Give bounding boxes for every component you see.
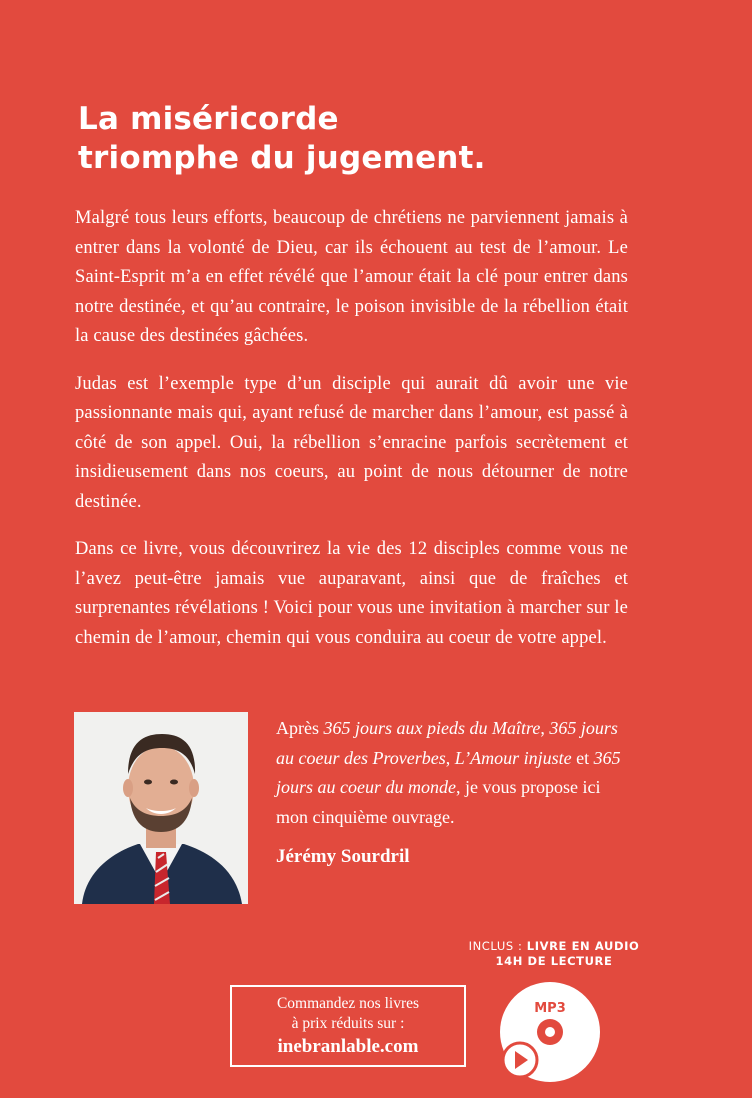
title-line-2: triomphe du jugement. [78,140,486,176]
bio-fragment: , [540,718,550,738]
book-title-1: 365 jours aux pieds du Maître [323,718,541,738]
book-title-3: L’Amour injuste [454,747,572,768]
order-line-1: Commandez nos livres [276,995,420,1012]
title-line-1: La miséricorde [78,101,339,137]
book-title-2: 365 jours au coeur des Proverbes [276,718,618,768]
blurb [75,204,628,671]
order-url[interactable]: inebranlable.com [277,1036,419,1057]
mp3-cd-icon [498,980,602,1084]
audio-prefix: INCLUS : [468,939,527,953]
bio-fragment: Après [276,718,324,738]
book-title-4: 365 jours au coeur du monde [276,747,621,797]
bio-fragment: , [445,747,455,768]
audio-line-1 [432,939,676,954]
order-line-2: à prix réduits sur : [291,1015,405,1032]
bio-fragment: , je vous propose ici mon cinquième ouvrage. [276,777,601,827]
author-name: Jérémy Sourdril [276,846,410,867]
order-box [230,985,466,1067]
blurb-paragraph-3: Dans ce livre, vous découvrirez la vie des 12 disciples comme vous ne l’avez peut-être jamais vue auparavant, ainsi que de fraîches et surprenantes révélations ! Voici pour vous une invitation à marcher sur le chemin de l’amour, chemin qui vous conduira au coeur de votre appel. [75,539,628,648]
cover-title [78,100,638,178]
audio-included-label [432,939,676,969]
cd-label: MP3 [534,1001,566,1016]
audio-title: LIVRE EN AUDIO [526,939,640,953]
bio-text [276,714,632,832]
cd-disc-icon [498,980,602,1084]
author-portrait-icon [74,712,248,904]
author-photo [74,712,248,904]
bio-fragment: et [571,747,594,768]
author-bio [276,714,632,872]
audio-line-2 [432,954,676,969]
blurb-paragraph-2: Judas est l’exemple type d’un disciple qui aurait dû avoir une vie passionnante mais qui, ayant refusé de marcher dans l’amour, est passé à côté de son appel. Oui, la rébellion s’enracine parfois secrètement et insidieusement dans nos coeurs, au point de nous détourner de notre destinée. [75,373,628,512]
blurb-paragraph-1: Malgré tous leurs efforts, beaucoup de chrétiens ne parviennent jamais à entrer dans la volonté de Dieu, car ils échouent au test de l’amour. Le Saint-Esprit m’a en effet révélé que l’amour était la clé pour entrer dans notre destinée, et qu’au contraire, le poison invisible de la rébellion était la cause des destinées gâchées. [75,208,628,346]
audio-duration: 14H DE LECTURE [495,954,613,968]
